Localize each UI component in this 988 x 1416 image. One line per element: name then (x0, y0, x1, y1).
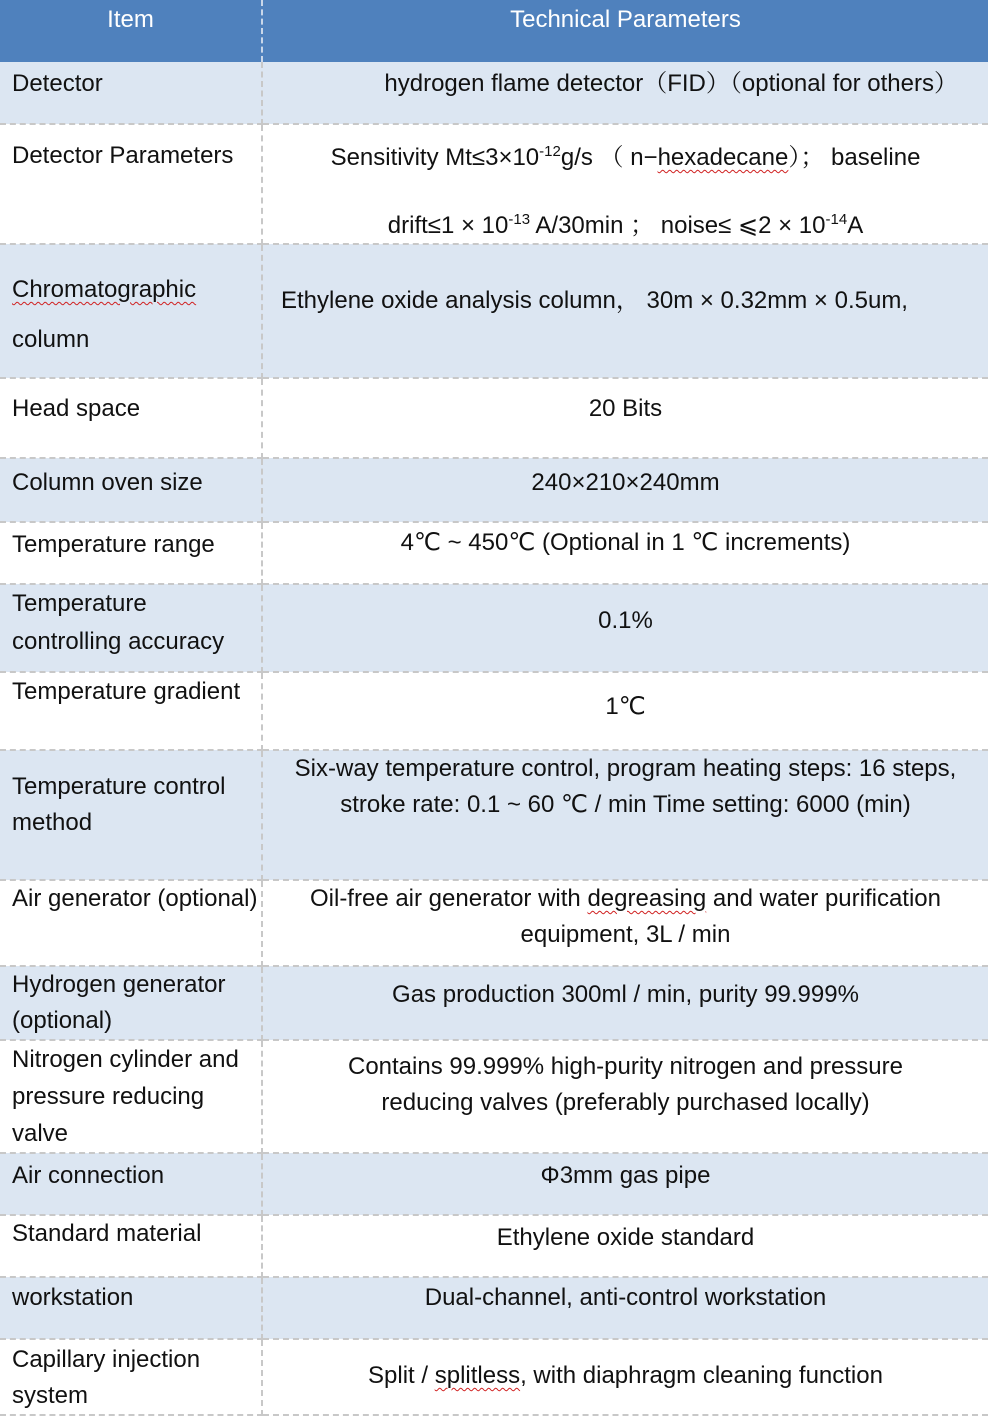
spellcheck-word: degreasing (587, 885, 707, 912)
column-header-technical-parameters: Technical Parameters (262, 0, 988, 62)
table-row (0, 62, 988, 124)
table-row (0, 966, 988, 1040)
table-row (0, 1040, 988, 1153)
param-cell: 20 Bits (262, 378, 988, 458)
item-cell: Column oven size (0, 458, 262, 522)
table-row (0, 458, 988, 522)
table-row (0, 1153, 988, 1215)
table-row (0, 672, 988, 750)
item-cell: Capillary injection system (0, 1339, 262, 1415)
table-row (0, 584, 988, 672)
item-cell: Detector Parameters (0, 124, 262, 244)
param-cell: Split / splitless, with diaphragm cleaning function (262, 1339, 988, 1415)
table-row (0, 124, 988, 244)
param-cell: 4℃ ~ 450℃ (Optional in 1 ℃ increments) (262, 522, 988, 584)
param-cell (262, 124, 988, 244)
param-line-2: drift≤1 × $10^{-13}$ A/30min ； noise≤ ⩽2 × $10^{-14}A$ (387, 211, 864, 239)
param-cell: Oil-free air generator with degreasing and water purification equipment, 3L / min (262, 880, 988, 966)
table-row (0, 1277, 988, 1339)
item-cell: Chromatographic column (0, 244, 262, 378)
param-cell: Six-way temperature control, program heating steps: 16 steps, stroke rate: 0.1 ~ 60 ℃ / min Time setting: 6000 (min) (262, 750, 988, 880)
table-row (0, 1215, 988, 1277)
column-header-item: Item (0, 0, 262, 62)
item-cell: workstation (0, 1277, 262, 1339)
table-row (0, 1339, 988, 1415)
spellcheck-word: Chromatographic (12, 276, 197, 303)
table-row (0, 880, 988, 966)
param-cell: Gas production 300ml / min, purity 99.999% (262, 966, 988, 1040)
param-cell: Ethylene oxide standard (262, 1215, 988, 1277)
item-cell: Head space (0, 378, 262, 458)
item-cell: Standard material (0, 1215, 262, 1277)
param-cell: hydrogen flame detector（FID）（optional for others） (262, 62, 988, 124)
table-row (0, 522, 988, 584)
item-cell: Nitrogen cylinder and pressure reducing valve (0, 1040, 262, 1153)
item-cell: Temperature range (0, 522, 262, 584)
item-cell: Detector (0, 62, 262, 124)
spellcheck-word: hexadecane (657, 144, 789, 171)
param-cell: Ethylene oxide analysis column， 30m × 0.32mm × 0.5um, (262, 244, 988, 378)
table-row (0, 378, 988, 458)
table-row (0, 244, 988, 378)
param-cell: 0.1% (262, 584, 988, 672)
table-row (0, 750, 988, 880)
item-cell: Hydrogen generator (optional) (0, 966, 262, 1040)
param-line-1: Sensitivity $Mt\le 3\times 10^{-12}g/s$ （ n−hexadecane）； baseline (330, 143, 921, 171)
param-cell: 240×210×240mm (262, 458, 988, 522)
param-cell: Φ3mm gas pipe (262, 1153, 988, 1215)
item-cell: Temperature controlling accuracy (0, 584, 262, 672)
item-cell: Temperature gradient (0, 672, 262, 750)
item-cell: Air connection (0, 1153, 262, 1215)
table-header-row (0, 0, 988, 62)
param-cell: 1℃ (262, 672, 988, 750)
spellcheck-word: splitless (434, 1362, 521, 1389)
param-cell: Dual-channel, anti-control workstation (262, 1277, 988, 1339)
param-cell: Contains 99.999% high-purity nitrogen and pressure reducing valves (preferably purchased locally) (262, 1040, 988, 1153)
item-cell: Temperature control method (0, 750, 262, 880)
item-cell: Air generator (optional) (0, 880, 262, 966)
